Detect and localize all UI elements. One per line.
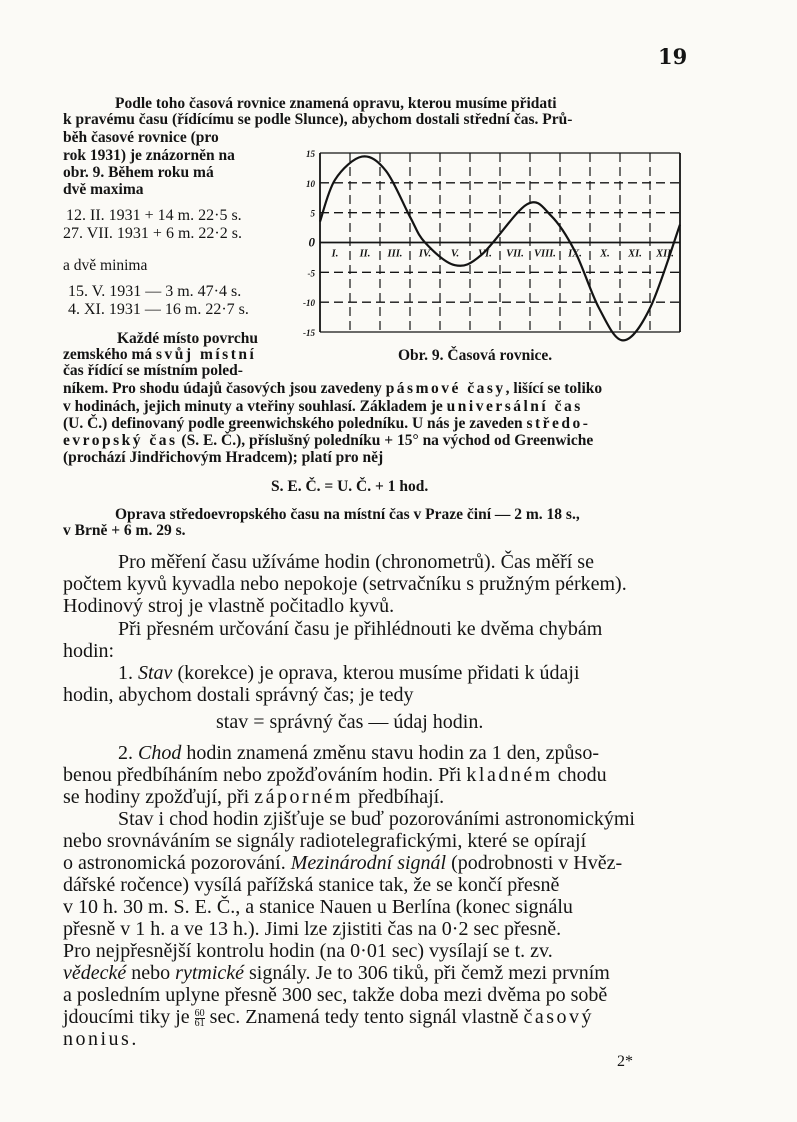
y-tick-label: 5 xyxy=(310,208,315,219)
month-label: IV. xyxy=(418,248,432,260)
b5-line-4: dářské ročence) vysílá pařížská stanice tak, že se končí přesně xyxy=(63,874,560,896)
side-line-3: čas řídící se místním poled- xyxy=(63,362,243,379)
y-tick-label: -15 xyxy=(303,328,315,338)
month-label: III. xyxy=(387,248,403,260)
b5-line-8: vědecké nebo rytmické signály. Je to 306 tiků, při čemž mezi prvním xyxy=(63,962,610,984)
b3-line-1: 1. Stav (korekce) je oprava, kterou musíme přidati k údaji xyxy=(118,662,580,684)
minima-label: a dvě minima xyxy=(63,257,148,274)
p2-line-1: Oprava středoevropského času na místní čas v Praze činí — 2 m. 18 s., xyxy=(115,506,580,523)
month-label: V. xyxy=(450,248,460,260)
maximum-1: 12. II. 1931 + 14 m. 22·5 s. xyxy=(66,207,242,224)
month-label: I. xyxy=(331,248,339,260)
b1-line-3: Hodinový stroj je vlastně počitadlo kyvů. xyxy=(63,595,395,617)
b5-line-3: o astronomická pozorování. Mezinárodní signál (podrobnosti v Hvěz- xyxy=(63,852,623,874)
b5-line-5: v 10 h. 30 m. S. E. Č., a stanice Nauen u Berlína (konec signálu xyxy=(63,896,573,918)
b1-line-2: počtem kyvů kyvadla nebo nepokoje (setrvačníku s pružným pérkem). xyxy=(63,573,627,595)
b5-line-6: přesně v 1 h. a ve 13 h.). Jimi lze zjistiti čas na 0·2 sec přesně. xyxy=(63,918,562,940)
b2-line-2: hodin: xyxy=(63,640,115,662)
y-tick-label: -10 xyxy=(303,298,315,309)
month-label: VI. xyxy=(478,248,492,260)
b5-line-7: Pro nejpřesnější kontrolu hodin (na 0·01 sec) vysílají se t. zv. xyxy=(63,940,553,962)
intro-line-6: dvě maxima xyxy=(63,181,144,198)
y-tick-label: 10 xyxy=(306,178,315,189)
month-label: IX. xyxy=(568,248,582,260)
page-number: 19 xyxy=(658,44,688,69)
side-line-2: zemského má svůj místní xyxy=(63,346,257,363)
p1-line-1: níkem. Pro shodu údajů časových jsou zavedeny pásmové časy, lišící se toliko xyxy=(63,380,603,397)
intro-line-4: rok 1931) je znázorněn na xyxy=(63,147,235,164)
b5-line-2: nebo srovnáváním se signály radiotelegrafickými, které se opírají xyxy=(63,830,587,852)
b5-line-9: a posledním uplyne přesně 300 sec, takže doba mezi dvěma po sobě xyxy=(63,984,608,1006)
p1-line-4: evropský čas (S. E. Č.), příslušný poledníku + 15° na východ od Greenwiche xyxy=(63,432,594,449)
month-label: XII. xyxy=(656,248,674,260)
chart-month-labels xyxy=(331,249,674,260)
b3-line-2: hodin, abychom dostali správný čas; je tedy xyxy=(63,684,414,706)
equation-of-time-chart xyxy=(295,140,690,345)
figure-caption: Obr. 9. Časová rovnice. xyxy=(398,347,553,364)
formula-stav: stav = správný čas — údaj hodin. xyxy=(216,711,484,733)
chart-y-ticks xyxy=(303,149,316,338)
b4-line-1: 2. Chod hodin znamená změnu stavu hodin za 1 den, způso- xyxy=(118,742,599,764)
chart-grid xyxy=(320,153,680,332)
month-label: II. xyxy=(359,248,371,260)
month-label: VII. xyxy=(506,248,524,260)
month-label: VIII. xyxy=(534,248,556,260)
p1-line-5: (prochází Jindřichovým Hradcem); platí pro něj xyxy=(63,449,384,466)
minimum-1: 15. V. 1931 — 3 m. 47·4 s. xyxy=(68,283,242,300)
p2-line-2: v Brně + 6 m. 29 s. xyxy=(63,522,186,539)
y-tick-label: -5 xyxy=(307,268,315,279)
b1-line-1: Pro měření času užíváme hodin (chronometrů). Čas měří se xyxy=(118,551,594,573)
p1-line-2: v hodinách, jejich minuty a vteřiny souhlasí. Základem je universální čas xyxy=(63,398,583,415)
b4-line-3: se hodiny zpožďují, při záporném předbíhají. xyxy=(63,786,445,808)
b5-line-1: Stav i chod hodin zjišťuje se buď pozorováními astronomickými xyxy=(118,808,635,830)
y-tick-label: 0 xyxy=(308,234,315,250)
y-tick-label: 15 xyxy=(306,149,315,159)
month-label: X. xyxy=(600,248,610,260)
p1-line-3: (U. Č.) definovaný podle greenwichského poledníku. U nás je zaveden středo- xyxy=(63,415,591,432)
month-label: XI. xyxy=(628,248,642,260)
minimum-2: 4. XI. 1931 — 16 m. 22·7 s. xyxy=(68,301,249,318)
maximum-2: 27. VII. 1931 + 6 m. 22·2 s. xyxy=(63,225,242,242)
signature-mark: 2* xyxy=(617,1053,633,1070)
side-line-1: Každé místo povrchu xyxy=(117,330,258,347)
intro-line-1: Podle toho časová rovnice znamená opravu, kterou musíme přidati xyxy=(115,95,557,112)
b2-line-1: Při přesném určování času je přihlédnouti ke dvěma chybám xyxy=(118,618,603,640)
intro-line-3: běh časové rovnice (pro xyxy=(63,129,219,146)
intro-line-5: obr. 9. Během roku má xyxy=(63,164,214,181)
formula-sec: S. E. Č. = U. Č. + 1 hod. xyxy=(271,478,429,495)
fraction-60-61: $\frac{60}{61}$ xyxy=(194,1007,205,1029)
b4-line-2: benou předbíháním nebo zpožďováním hodin. Při kladném chodu xyxy=(63,764,607,786)
b5-line-10: jdoucími tiky je $\frac{60}{61}$ sec. Znamená tedy tento signál vlastně časový xyxy=(63,1006,594,1029)
intro-line-2: k pravému času (řídícímu se podle Slunce), abychom dostali střední čas. Prů- xyxy=(63,111,573,128)
b5-line-11: nonius. xyxy=(63,1028,137,1050)
